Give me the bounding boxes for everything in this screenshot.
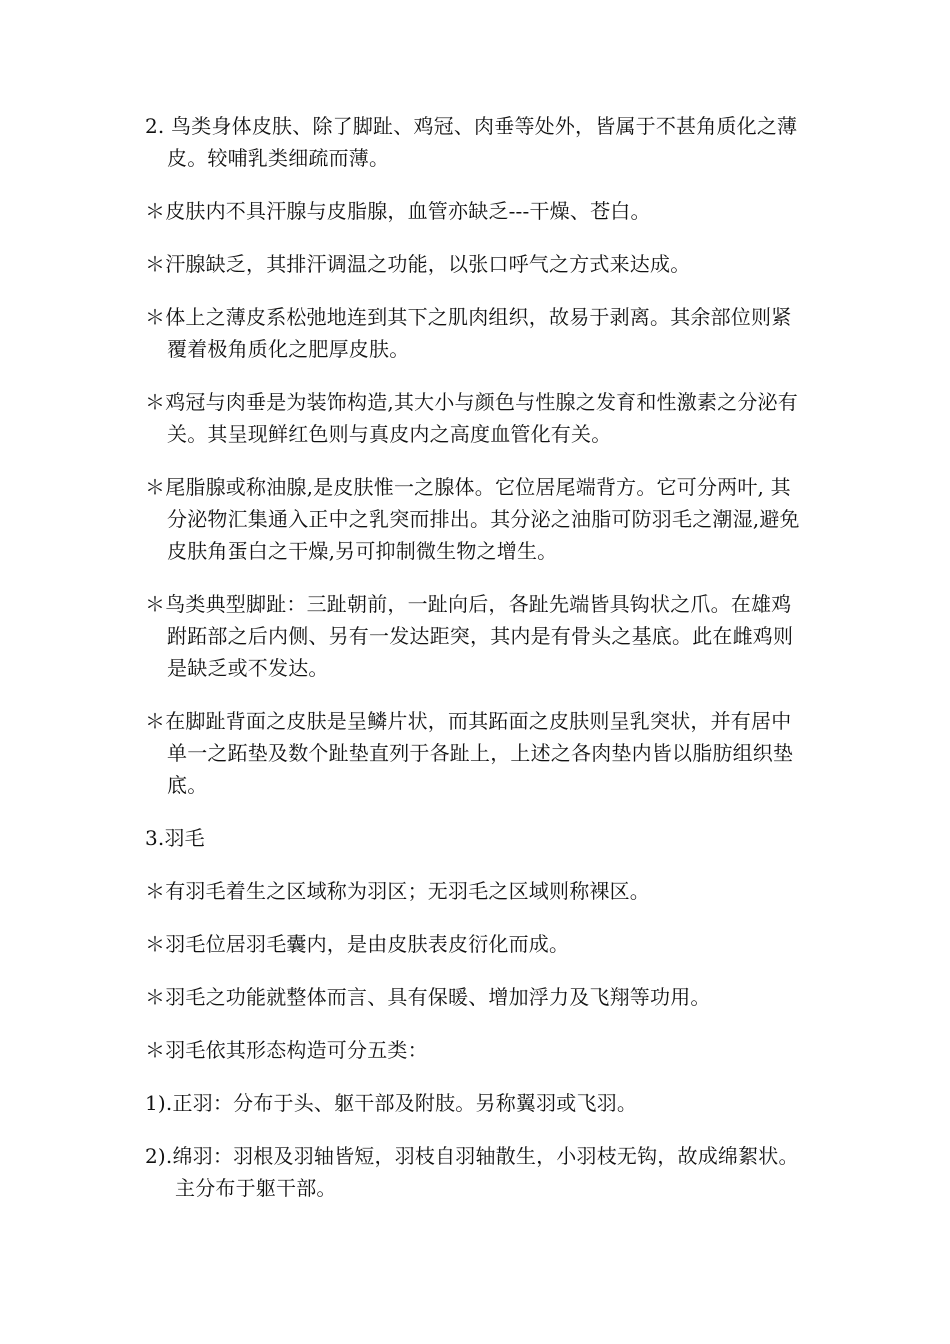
star-bullet-icon: ＊ <box>145 1038 166 1062</box>
star-bullet-icon: ＊ <box>145 390 166 414</box>
numbered-item <box>145 1087 810 1119</box>
paragraph-text: 鸡冠与肉垂是为装饰构造,其大小与颜色与性腺之发育和性激素之分泌有关。其呈现鲜红色则与真皮内之高度血管化有关。 <box>165 390 798 446</box>
paragraph-text: 正羽：分布于头、躯干部及附肢。另称翼羽或飞羽。 <box>172 1091 638 1115</box>
paragraph-text: 鸟类身体皮肤、除了脚趾、鸡冠、肉垂等处外，皆属于不甚角质化之薄皮。较哺乳类细疏而薄。 <box>167 114 798 170</box>
paragraph-skin-intro <box>145 110 810 174</box>
section-number: 3. <box>145 826 165 850</box>
bullet-item <box>145 195 810 227</box>
paragraph-text: 在脚趾背面之皮肤是呈鳞片状，而其跖面之皮肤则呈乳突状，并有居中单一之跖垫及数个趾垫直列于各趾上，上述之各肉垫内皆以脂肪组织垫底。 <box>165 709 794 797</box>
bullet-item <box>145 301 810 365</box>
star-bullet-icon: ＊ <box>145 592 166 616</box>
item-number: 2). <box>145 1144 173 1168</box>
bullet-item <box>145 705 810 801</box>
paragraph-text: 羽毛之功能就整体而言、具有保暖、增加浮力及飞翔等功用。 <box>165 985 711 1009</box>
paragraph-text: 汗腺缺乏，其排汗调温之功能，以张口呼气之方式来达成。 <box>165 252 691 276</box>
paragraph-text: 羽毛依其形态构造可分五类： <box>165 1038 428 1062</box>
section-title: 羽毛 <box>164 826 205 850</box>
bullet-item <box>145 248 810 280</box>
star-bullet-icon: ＊ <box>145 305 166 329</box>
star-bullet-icon: ＊ <box>145 985 166 1009</box>
section-heading-feathers <box>145 822 810 854</box>
bullet-item <box>145 588 810 684</box>
star-bullet-icon: ＊ <box>145 709 166 733</box>
paragraph-text: 鸟类典型脚趾：三趾朝前，一趾向后，各趾先端皆具钩状之爪。在雄鸡跗跖部之后内侧、另有一发达距突，其内是有骨头之基底。此在雌鸡则是缺乏或不发达。 <box>165 592 794 680</box>
bullet-item <box>145 928 810 960</box>
star-bullet-icon: ＊ <box>145 252 166 276</box>
bullet-item <box>145 471 810 567</box>
numbered-item <box>145 1140 810 1204</box>
bullet-item <box>145 981 810 1013</box>
paragraph-text: 尾脂腺或称油腺,是皮肤惟一之腺体。它位居尾端背方。它可分两叶, 其分泌物汇集通入正中之乳突而排出。其分泌之油脂可防羽毛之潮湿,避免皮肤角蛋白之干燥,另可抑制微生物之增生。 <box>165 475 800 563</box>
star-bullet-icon: ＊ <box>145 932 166 956</box>
bullet-item <box>145 875 810 907</box>
bullet-item <box>145 386 810 450</box>
paragraph-text: 有羽毛着生之区域称为羽区；无羽毛之区域则称裸区。 <box>165 879 651 903</box>
star-bullet-icon: ＊ <box>145 475 166 499</box>
document-page <box>145 110 810 1225</box>
paragraph-text: 绵羽：羽根及羽轴皆短，羽枝自羽轴散生，小羽枝无钩，故成绵絮状。主分布于躯干部。 <box>172 1144 799 1200</box>
paragraph-text: 体上之薄皮系松弛地连到其下之肌肉组织，故易于剥离。其余部位则紧覆着极角质化之肥厚皮肤。 <box>165 305 792 361</box>
item-number: 1). <box>145 1091 173 1115</box>
star-bullet-icon: ＊ <box>145 879 166 903</box>
section-number: 2. <box>145 114 165 138</box>
paragraph-text: 羽毛位居羽毛囊内，是由皮肤表皮衍化而成。 <box>165 932 570 956</box>
star-bullet-icon: ＊ <box>145 199 166 223</box>
paragraph-text: 皮肤内不具汗腺与皮脂腺，血管亦缺乏---干燥、苍白。 <box>165 199 651 223</box>
bullet-item <box>145 1034 810 1066</box>
